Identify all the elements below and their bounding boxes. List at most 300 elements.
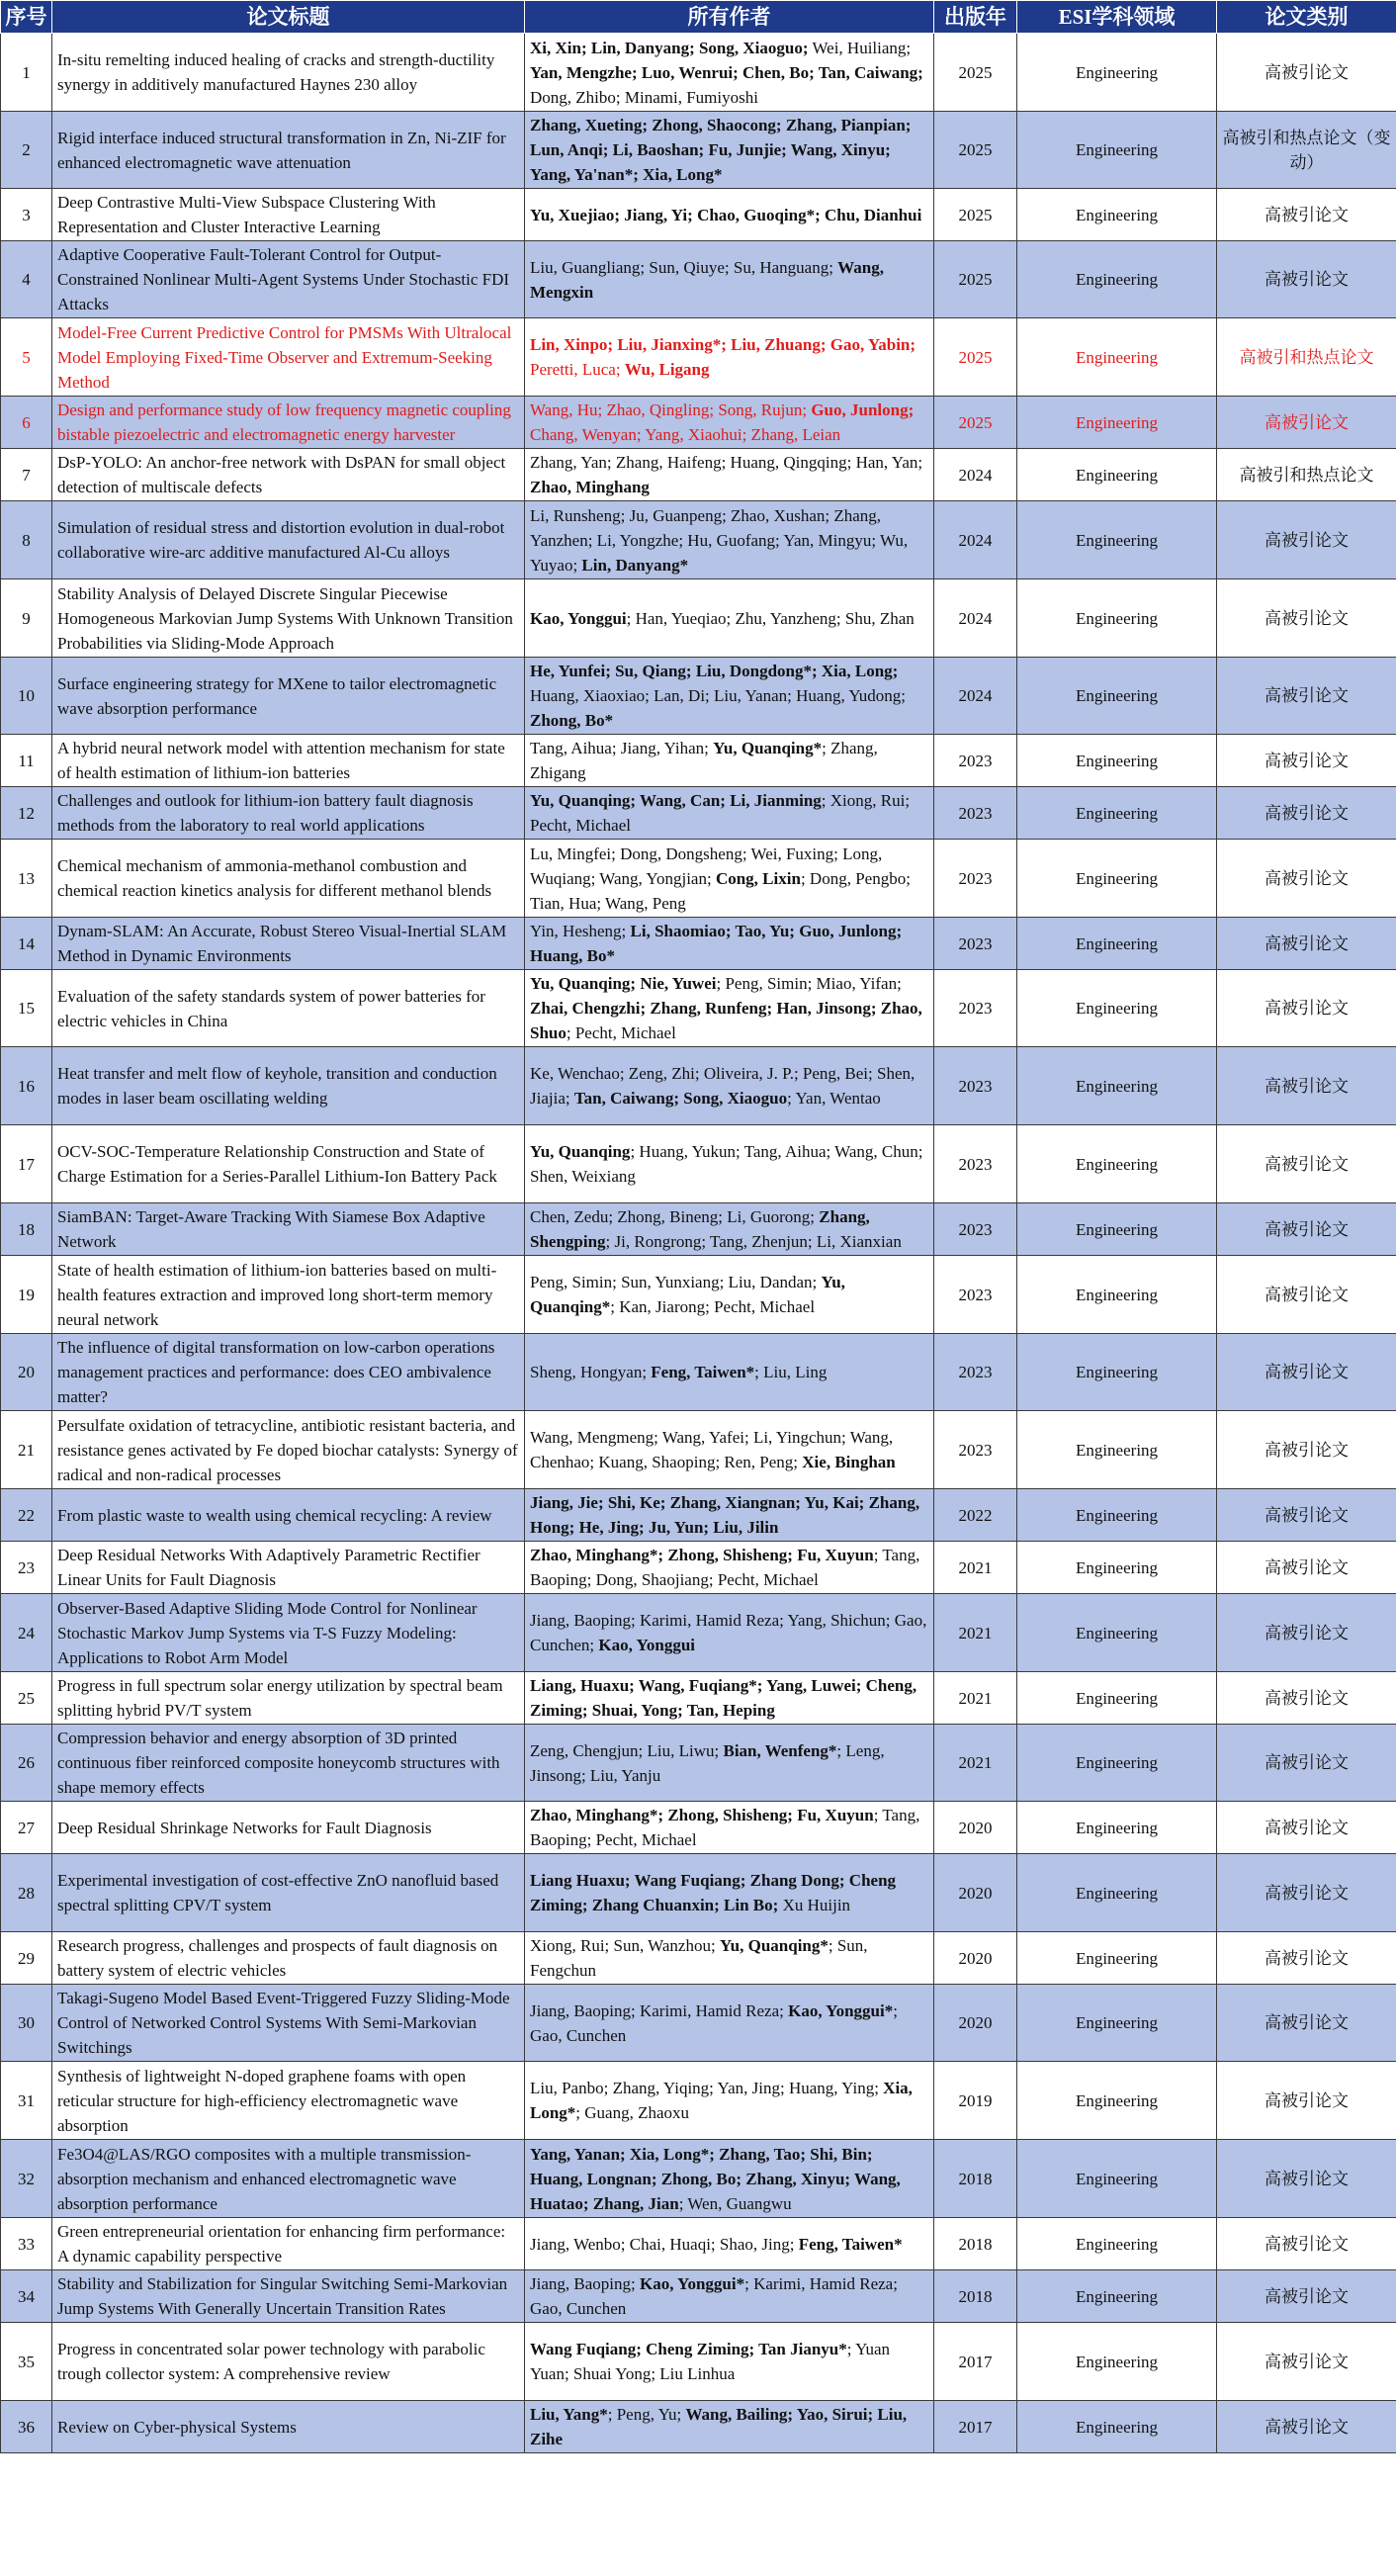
paper-category: 高被引论文 [1217,1047,1396,1125]
paper-category: 高被引论文 [1217,579,1396,658]
paper-category: 高被引论文 [1217,1411,1396,1489]
author-segment: Tang, Aihua; Jiang, Yihan; [530,739,714,757]
paper-authors [525,318,934,397]
row-index: 8 [1,501,52,579]
esi-field: Engineering [1017,1334,1217,1411]
publication-year: 2023 [934,1203,1017,1256]
author-segment: Liu, Guangliang; Sun, Qiuye; Su, Hanguang; [530,257,838,277]
publication-year: 2018 [934,2218,1017,2270]
table-body [1,34,1396,2453]
row-index: 16 [1,1047,52,1125]
paper-category: 高被引论文 [1217,1725,1396,1802]
table-row [1,1725,1396,1802]
paper-title: Compression behavior and energy absorption of 3D printed continuous fiber reinforced composite honeycomb structures with shape memory effects [52,1725,525,1802]
author-bold-segment: Cong, Lixin [715,868,801,888]
publication-year: 2023 [934,1125,1017,1203]
paper-category: 高被引论文 [1217,1256,1396,1334]
author-segment: ; Tang, Baoping; Pecht, Michael [530,1806,920,1849]
paper-category: 高被引论文 [1217,501,1396,579]
paper-title: From plastic waste to wealth using chemical recycling: A review [52,1489,525,1542]
paper-category: 高被引论文 [1217,1542,1396,1594]
paper-category: 高被引论文 [1217,189,1396,241]
author-segment: Wang, Mengmeng; Wang, Yafei; Li, Yingchun; Wang, Chenhao; Kuang, Shaoping; Ren, Peng; [530,1428,894,1471]
publication-year: 2023 [934,1047,1017,1125]
paper-title: Deep Contrastive Multi-View Subspace Clustering With Representation and Cluster Interactive Learning [52,189,525,241]
paper-authors [525,1802,934,1854]
paper-category: 高被引论文 [1217,397,1396,449]
paper-authors [525,1411,934,1489]
esi-field: Engineering [1017,735,1217,787]
paper-authors [525,1985,934,2062]
esi-field: Engineering [1017,1489,1217,1542]
publication-year: 2021 [934,1725,1017,1802]
paper-category: 高被引论文 [1217,658,1396,735]
paper-title: Stability and Stabilization for Singular Switching Semi-Markovian Jump Systems With Generally Uncertain Transition Rates [52,2270,525,2323]
row-index: 31 [1,2062,52,2140]
author-bold-segment: Yu, Quanqing* [719,1936,829,1955]
table-row [1,1203,1396,1256]
author-bold-segment: Wang, Bailing; Yao, Sirui; Liu, Zihe [530,2405,908,2448]
paper-category: 高被引论文 [1217,2140,1396,2218]
author-bold-segment: Yu, Quanqing; Wang, Can; Li, Jianming [530,791,822,810]
esi-field: Engineering [1017,1932,1217,1985]
author-bold-segment: Zhang, Shengping [530,1207,870,1251]
author-segment: Peretti, Luca; [530,360,625,379]
table-row [1,1256,1396,1334]
row-index: 22 [1,1489,52,1542]
row-index: 27 [1,1802,52,1854]
row-index: 28 [1,1854,52,1932]
row-index: 30 [1,1985,52,2062]
header-row [1,1,1396,34]
paper-title: Deep Residual Shrinkage Networks for Fault Diagnosis [52,1802,525,1854]
paper-authors [525,970,934,1047]
header-authors: 所有作者 [525,1,934,34]
paper-category: 高被引和热点论文（变动） [1217,112,1396,189]
table-row [1,449,1396,501]
paper-title: Green entrepreneurial orientation for enhancing firm performance: A dynamic capability perspective [52,2218,525,2270]
row-index: 35 [1,2323,52,2401]
paper-category: 高被引论文 [1217,970,1396,1047]
paper-category: 高被引论文 [1217,918,1396,970]
author-segment: Wang, Hu; Zhao, Qingling; Song, Rujun; [530,400,812,419]
paper-authors [525,112,934,189]
paper-authors [525,840,934,918]
paper-authors [525,2270,934,2323]
paper-title: Progress in concentrated solar power technology with parabolic trough collector system: A comprehensive review [52,2323,525,2401]
author-bold-segment: Feng, Taiwen* [651,1363,755,1381]
paper-category: 高被引论文 [1217,1489,1396,1542]
author-bold-segment: Xi, Xin; Lin, Danyang; Song, Xiaoguo; [530,38,809,57]
table-row [1,840,1396,918]
publication-year: 2023 [934,970,1017,1047]
paper-authors [525,1542,934,1594]
paper-category: 高被引论文 [1217,1125,1396,1203]
author-segment: Jiang, Baoping; Karimi, Hamid Reza; Yang, Shichun; Gao, Cunchen; [530,1611,927,1654]
esi-field: Engineering [1017,1047,1217,1125]
paper-title: Experimental investigation of cost-effective ZnO nanofluid based spectral splitting CPV/T system [52,1854,525,1932]
row-index: 36 [1,2401,52,2453]
row-index: 9 [1,579,52,658]
author-segment: Jiang, Baoping; [530,2274,640,2293]
paper-title: Observer-Based Adaptive Sliding Mode Control for Nonlinear Stochastic Markov Jump Systems via T-S Fuzzy Modeling: Applications to Robot Arm Model [52,1594,525,1672]
publication-year: 2025 [934,241,1017,318]
author-bold-segment: Kao, Yonggui* [639,2274,745,2293]
publication-year: 2023 [934,735,1017,787]
publication-year: 2017 [934,2323,1017,2401]
paper-title: Chemical mechanism of ammonia-methanol combustion and chemical reaction kinetics analysis for different methanol blends [52,840,525,918]
esi-field: Engineering [1017,34,1217,112]
author-bold-segment: Wu, Ligang [624,360,710,379]
table-row [1,2323,1396,2401]
publication-year: 2023 [934,840,1017,918]
table-row [1,970,1396,1047]
paper-title: SiamBAN: Target-Aware Tracking With Siamese Box Adaptive Network [52,1203,525,1256]
table-row [1,1334,1396,1411]
paper-category: 高被引论文 [1217,2270,1396,2323]
table-row [1,397,1396,449]
header-field: ESI学科领域 [1017,1,1217,34]
paper-authors [525,1854,934,1932]
esi-field: Engineering [1017,1854,1217,1932]
author-bold-segment: Yu, Quanqing; Nie, Yuwei [530,974,717,993]
publication-year: 2020 [934,1802,1017,1854]
author-segment: ; Gao, Cunchen [530,2000,898,2045]
row-index: 32 [1,2140,52,2218]
author-segment: ; Peng, Simin; Miao, Yifan; [716,974,902,993]
paper-title: The influence of digital transformation on low-carbon operations management practices and performance: does CEO ambivalence matter? [52,1334,525,1411]
paper-authors [525,1594,934,1672]
author-bold-segment: Kao, Yonggui [530,608,627,628]
esi-field: Engineering [1017,2062,1217,2140]
table-row [1,1594,1396,1672]
paper-title: Synthesis of lightweight N-doped graphene foams with open reticular structure for high-efficiency electromagnetic wave absorption [52,2062,525,2140]
author-segment: Li, Runsheng; Ju, Guanpeng; Zhao, Xushan; Zhang, Yanzhen; Li, Yongzhe; Hu, Guofang; Yan, Mingyu; Wu, Yuyao; [530,505,909,575]
paper-authors [525,2401,934,2453]
publication-year: 2024 [934,449,1017,501]
paper-authors [525,241,934,318]
author-segment: ; Guang, Zhaoxu [575,2103,690,2122]
author-bold-segment: He, Yunfei; Su, Qiang; Liu, Dongdong*; Xia, Long; [530,662,899,680]
paper-category: 高被引论文 [1217,2401,1396,2453]
publication-year: 2025 [934,112,1017,189]
table-row [1,189,1396,241]
author-bold-segment: Zhong, Bo* [530,711,614,730]
author-segment: Jiang, Wenbo; Chai, Huaqi; Shao, Jing; [530,2234,799,2254]
paper-category: 高被引论文 [1217,1203,1396,1256]
table-row [1,735,1396,787]
publication-year: 2020 [934,1932,1017,1985]
esi-field: Engineering [1017,2323,1217,2401]
author-segment: Ke, Wenchao; Zeng, Zhi; Oliveira, J. P.; Peng, Bei; Shen, Jiajia; [530,1064,916,1108]
row-index: 19 [1,1256,52,1334]
author-segment: ; Yan, Wentao [787,1089,881,1108]
author-bold-segment: Liu, Yang* [530,2405,608,2424]
row-index: 11 [1,735,52,787]
table-row [1,2062,1396,2140]
paper-title: Fe3O4@LAS/RGO composites with a multiple transmission-absorption mechanism and enhanced electromagnetic wave absorption performance [52,2140,525,2218]
table-row [1,918,1396,970]
publication-year: 2018 [934,2140,1017,2218]
row-index: 7 [1,449,52,501]
paper-title: Persulfate oxidation of tetracycline, antibiotic resistant bacteria, and resistance genes activated by Fe doped biochar catalysts: Synergy of radical and non-radical processes [52,1411,525,1489]
author-segment: Liu, Panbo; Zhang, Yiqing; Yan, Jing; Huang, Ying; [530,2079,884,2097]
esi-field: Engineering [1017,2270,1217,2323]
author-bold-segment: Yu, Quanqing* [530,1273,845,1316]
paper-authors [525,397,934,449]
esi-field: Engineering [1017,1985,1217,2062]
esi-field: Engineering [1017,970,1217,1047]
paper-title: In-situ remelting induced healing of cracks and strength-ductility synergy in additively manufactured Haynes 230 alloy [52,34,525,112]
esi-field: Engineering [1017,2218,1217,2270]
paper-category: 高被引论文 [1217,2218,1396,2270]
author-bold-segment: Jiang, Jie; Shi, Ke; Zhang, Xiangnan; Yu, Kai; Zhang, Hong; He, Jing; Ju, Yun; Liu, Jilin [530,1493,920,1537]
author-segment: ; Han, Yueqiao; Zhu, Yanzheng; Shu, Zhan [626,608,915,628]
esi-field: Engineering [1017,1542,1217,1594]
author-segment: ; Leng, Jinsong; Liu, Yanju [530,1740,885,1785]
paper-title: Progress in full spectrum solar energy utilization by spectral beam splitting hybrid PV/T system [52,1672,525,1725]
esi-field: Engineering [1017,1672,1217,1725]
publication-year: 2025 [934,34,1017,112]
paper-title: Takagi-Sugeno Model Based Event-Triggered Fuzzy Sliding-Mode Control of Networked Control Systems With Semi-Markovian Switchings [52,1985,525,2062]
esi-field: Engineering [1017,918,1217,970]
row-index: 18 [1,1203,52,1256]
paper-title: Deep Residual Networks With Adaptively Parametric Rectifier Linear Units for Fault Diagnosis [52,1542,525,1594]
author-segment: Chang, Wenyan; Yang, Xiaohui; Zhang, Leian [530,425,841,444]
header-index: 序号 [1,1,52,34]
row-index: 2 [1,112,52,189]
paper-title: DsP-YOLO: An anchor-free network with DsPAN for small object detection of multiscale defects [52,449,525,501]
row-index: 34 [1,2270,52,2323]
author-bold-segment: Tan, Caiwang; Song, Xiaoguo [573,1089,788,1108]
table-row [1,1489,1396,1542]
author-segment: Sheng, Hongyan; [530,1363,652,1381]
author-segment: ; Sun, Fengchun [530,1936,868,1980]
author-segment: Zeng, Chengjun; Liu, Liwu; [530,1740,724,1760]
row-index: 14 [1,918,52,970]
publication-year: 2023 [934,1256,1017,1334]
publication-year: 2025 [934,318,1017,397]
paper-authors [525,1256,934,1334]
paper-title: Research progress, challenges and prospects of fault diagnosis on battery system of electric vehicles [52,1932,525,1985]
table-row [1,2218,1396,2270]
table-row [1,1542,1396,1594]
author-bold-segment: Bian, Wenfeng* [723,1740,837,1760]
paper-authors [525,1334,934,1411]
author-bold-segment: Zhai, Chengzhi; Zhang, Runfeng; Han, Jinsong; Zhao, Shuo [530,999,922,1042]
author-segment: Zhang, Yan; Zhang, Haifeng; Huang, Qingqing; Han, Yan; [530,453,923,472]
author-segment: Wei, Huiliang; [808,38,912,57]
row-index: 33 [1,2218,52,2270]
author-bold-segment: Yu, Quanqing* [713,739,823,757]
paper-authors [525,189,934,241]
row-index: 4 [1,241,52,318]
paper-authors [525,449,934,501]
esi-field: Engineering [1017,2401,1217,2453]
paper-authors [525,2218,934,2270]
table-row [1,1125,1396,1203]
publication-year: 2020 [934,1854,1017,1932]
author-bold-segment: Liang Huaxu; Wang Fuqiang; Zhang Dong; Cheng Ziming; Zhang Chuanxin; Lin Bo; [530,1871,897,1914]
paper-title: Dynam-SLAM: An Accurate, Robust Stereo Visual-Inertial SLAM Method in Dynamic Environments [52,918,525,970]
row-index: 24 [1,1594,52,1672]
row-index: 26 [1,1725,52,1802]
paper-title: Adaptive Cooperative Fault-Tolerant Control for Output-Constrained Nonlinear Multi-Agent Systems Under Stochastic FDI Attacks [52,241,525,318]
publication-year: 2021 [934,1672,1017,1725]
paper-authors [525,1932,934,1985]
paper-title: Stability Analysis of Delayed Discrete Singular Piecewise Homogeneous Markovian Jump Systems With Unknown Transition Probabilities via Sliding-Mode Approach [52,579,525,658]
paper-title: Simulation of residual stress and distortion evolution in dual-robot collaborative wire-arc additive manufactured Al-Cu alloys [52,501,525,579]
paper-title: Heat transfer and melt flow of keyhole, transition and conduction modes in laser beam oscillating welding [52,1047,525,1125]
author-bold-segment: Zhao, Minghang*; Zhong, Shisheng; Fu, Xuyun [530,1806,874,1824]
esi-field: Engineering [1017,2140,1217,2218]
esi-field: Engineering [1017,112,1217,189]
paper-category: 高被引论文 [1217,241,1396,318]
paper-authors [525,579,934,658]
table-row [1,1985,1396,2062]
row-index: 3 [1,189,52,241]
author-segment: Xiong, Rui; Sun, Wanzhou; [530,1936,720,1955]
table-row [1,34,1396,112]
esi-field: Engineering [1017,397,1217,449]
table-row [1,658,1396,735]
author-bold-segment: Liang, Huaxu; Wang, Fuqiang*; Yang, Luwei; Cheng, Ziming; Shuai, Yong; Tan, Heping [530,1676,917,1720]
table-row [1,1672,1396,1725]
author-bold-segment: Kao, Yonggui* [788,2000,894,2020]
author-segment: Jiang, Baoping; Karimi, Hamid Reza; [530,2000,789,2020]
author-bold-segment: Wang Fuqiang; Cheng Ziming; Tan Jianyu* [530,2340,847,2358]
row-index: 15 [1,970,52,1047]
author-segment: ; Liu, Ling [754,1363,828,1381]
author-segment: Peng, Simin; Sun, Yunxiang; Liu, Dandan; [530,1273,822,1291]
header-title: 论文标题 [52,1,525,34]
publication-year: 2022 [934,1489,1017,1542]
header-year: 出版年 [934,1,1017,34]
paper-category: 高被引论文 [1217,1594,1396,1672]
table-row [1,1802,1396,1854]
row-index: 10 [1,658,52,735]
paper-category: 高被引论文 [1217,735,1396,787]
esi-field: Engineering [1017,787,1217,840]
esi-field: Engineering [1017,1802,1217,1854]
publication-year: 2025 [934,189,1017,241]
publication-year: 2023 [934,1411,1017,1489]
table-row [1,2401,1396,2453]
paper-authors [525,1672,934,1725]
author-segment: ; Ji, Rongrong; Tang, Zhenjun; Li, Xianxian [605,1232,902,1251]
paper-category: 高被引论文 [1217,2062,1396,2140]
esi-field: Engineering [1017,241,1217,318]
publication-year: 2024 [934,658,1017,735]
row-index: 25 [1,1672,52,1725]
author-segment: ; Tang, Baoping; Dong, Shaojiang; Pecht, Michael [530,1546,920,1589]
publication-year: 2024 [934,501,1017,579]
paper-authors [525,2062,934,2140]
publication-year: 2023 [934,918,1017,970]
paper-title: State of health estimation of lithium-ion batteries based on multi-health features extraction and improved long short-term memory neural network [52,1256,525,1334]
esi-field: Engineering [1017,658,1217,735]
esi-field: Engineering [1017,501,1217,579]
paper-authors [525,34,934,112]
author-bold-segment: Zhang, Xueting; Zhong, Shaocong; Zhang, Pianpian; Lun, Anqi; Li, Baoshan; Fu, Junjie; Wang, Xinyu; Yang, Ya'nan*; Xia, Long* [530,116,912,184]
esi-field: Engineering [1017,1125,1217,1203]
esi-field: Engineering [1017,840,1217,918]
paper-title: OCV-SOC-Temperature Relationship Construction and State of Charge Estimation for a Series-Parallel Lithium-Ion Battery Pack [52,1125,525,1203]
paper-authors [525,2140,934,2218]
author-segment: Dong, Zhibo; Minami, Fumiyoshi [530,87,758,107]
paper-title: Challenges and outlook for lithium-ion battery fault diagnosis methods from the laboratory to real world applications [52,787,525,840]
row-index: 13 [1,840,52,918]
row-index: 1 [1,34,52,112]
publication-year: 2021 [934,1542,1017,1594]
paper-title: Review on Cyber-physical Systems [52,2401,525,2453]
author-bold-segment: Zhao, Minghang*; Zhong, Shisheng; Fu, Xuyun [530,1546,874,1564]
table-row [1,2140,1396,2218]
row-index: 29 [1,1932,52,1985]
paper-title: Rigid interface induced structural transformation in Zn, Ni-ZIF for enhanced electromagnetic wave attenuation [52,112,525,189]
author-segment: ; Dong, Pengbo; Tian, Hua; Wang, Peng [530,868,911,913]
esi-field: Engineering [1017,449,1217,501]
paper-title: Evaluation of the safety standards system of power batteries for electric vehicles in China [52,970,525,1047]
paper-category: 高被引论文 [1217,34,1396,112]
paper-authors [525,918,934,970]
paper-category: 高被引和热点论文 [1217,449,1396,501]
header-category: 论文类别 [1217,1,1396,34]
esi-field: Engineering [1017,1725,1217,1802]
paper-category: 高被引论文 [1217,1802,1396,1854]
esi-field: Engineering [1017,579,1217,658]
table-row [1,112,1396,189]
author-bold-segment: Xia, Long* [530,2079,913,2122]
row-index: 6 [1,397,52,449]
paper-category: 高被引论文 [1217,1334,1396,1411]
author-bold-segment: Kao, Yonggui [598,1636,696,1654]
paper-authors [525,1125,934,1203]
paper-category: 高被引论文 [1217,1932,1396,1985]
author-segment: Huang, Xiaoxiao; Lan, Di; Liu, Yanan; Huang, Yudong; [530,686,906,705]
table-row [1,318,1396,397]
author-segment: ; Zhang, Zhigang [530,739,878,782]
esi-field: Engineering [1017,1203,1217,1256]
paper-authors [525,501,934,579]
publication-year: 2024 [934,579,1017,658]
publication-year: 2021 [934,1594,1017,1672]
paper-authors [525,735,934,787]
author-bold-segment: Li, Shaomiao; Tao, Yu; Guo, Junlong; Huang, Bo* [530,922,903,965]
author-bold-segment: Yu, Xuejiao; Jiang, Yi; Chao, Guoqing*; Chu, Dianhui [530,205,922,224]
author-segment: ; Huang, Yukun; Tang, Aihua; Wang, Chun; Shen, Weixiang [530,1142,923,1186]
author-bold-segment: Lin, Danyang* [581,555,689,575]
paper-category: 高被引论文 [1217,1854,1396,1932]
paper-category: 高被引论文 [1217,840,1396,918]
publication-year: 2019 [934,2062,1017,2140]
paper-authors [525,658,934,735]
author-segment: ; Kan, Jiarong; Pecht, Michael [610,1297,816,1316]
table-row [1,2270,1396,2323]
row-index: 17 [1,1125,52,1203]
author-bold-segment: Wang, Mengxin [530,257,884,302]
table-row [1,1411,1396,1489]
table-row [1,241,1396,318]
publication-year: 2018 [934,2270,1017,2323]
esi-field: Engineering [1017,189,1217,241]
publication-year: 2023 [934,1334,1017,1411]
row-index: 12 [1,787,52,840]
row-index: 5 [1,318,52,397]
author-segment: Lu, Mingfei; Dong, Dongsheng; Wei, Fuxing; Long, Wuqiang; Wang, Yongjian; [530,844,883,888]
paper-authors [525,1489,934,1542]
paper-category: 高被引和热点论文 [1217,318,1396,397]
